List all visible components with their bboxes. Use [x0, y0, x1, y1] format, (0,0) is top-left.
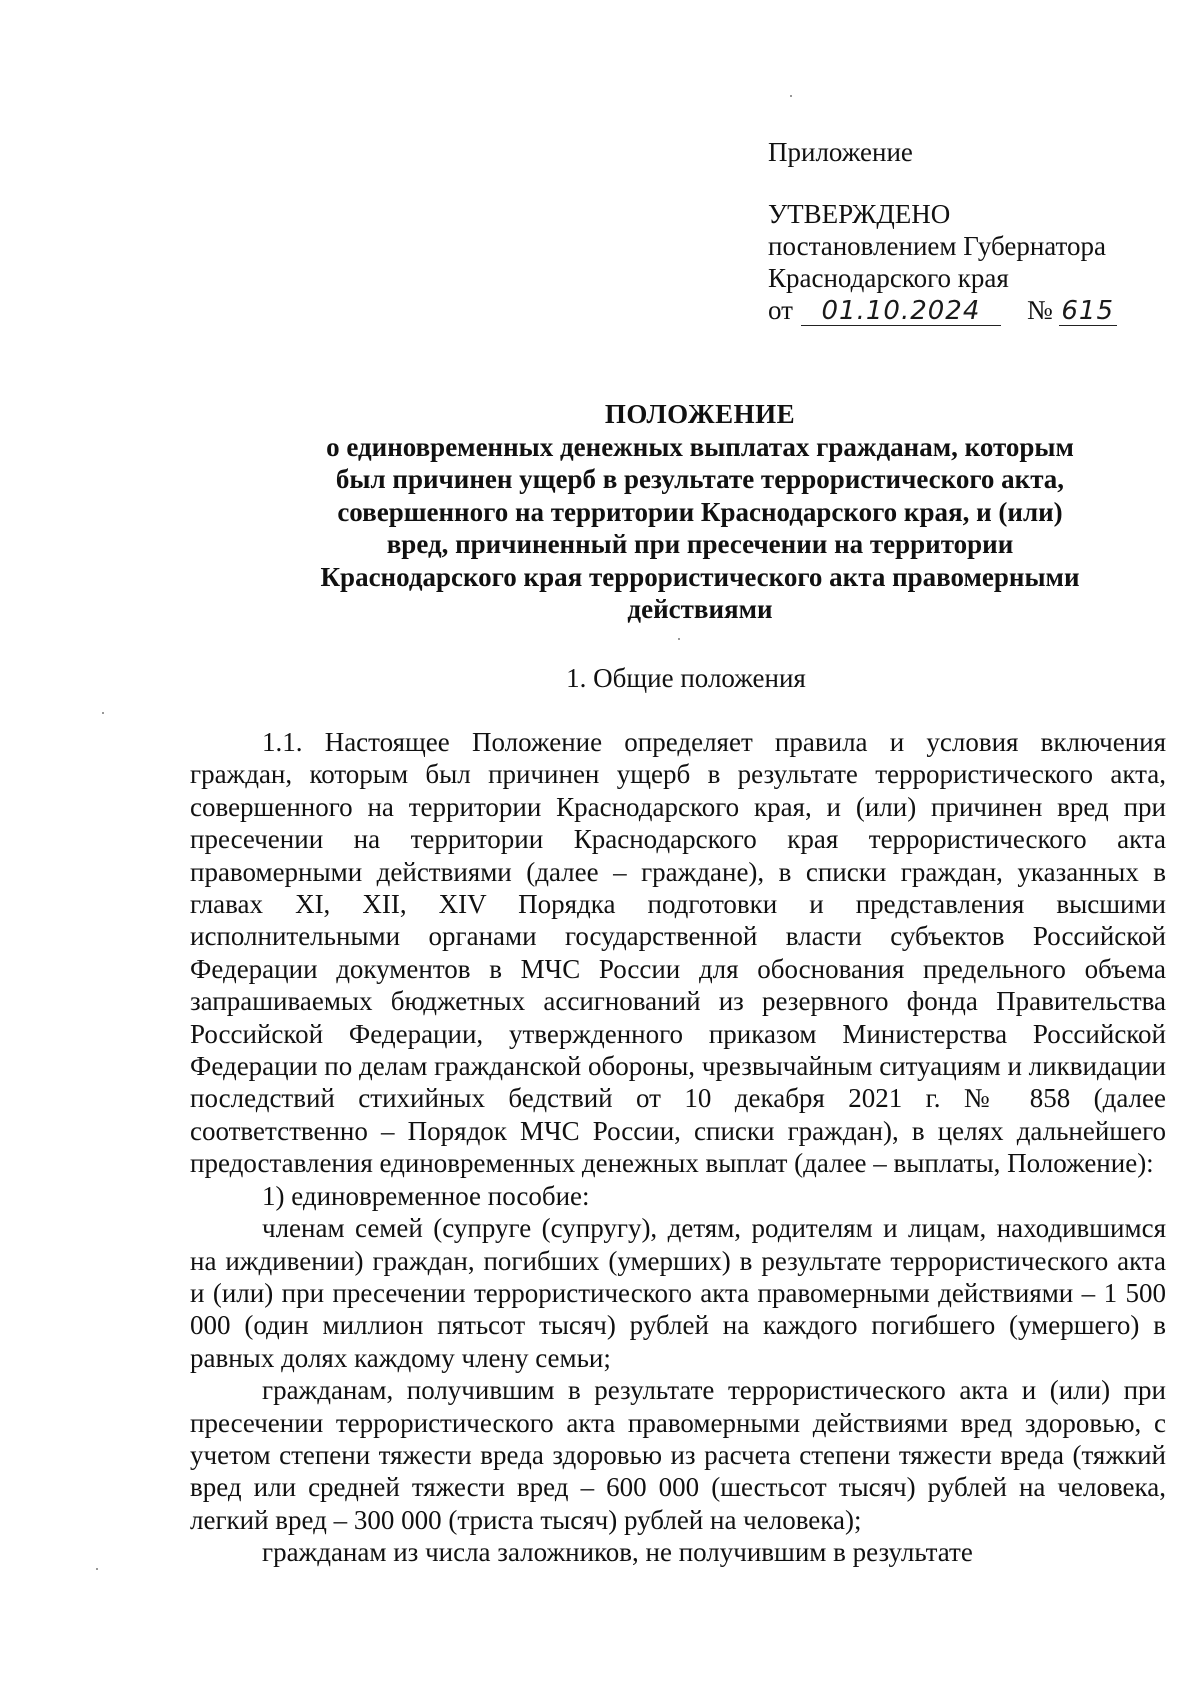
- date-number-line: [768, 294, 1117, 326]
- paragraph-hostages: гражданам из числа заложников, не получившим в результате: [262, 1537, 973, 1568]
- date-prefix: от: [768, 295, 793, 325]
- scan-speck: [678, 638, 680, 640]
- document-title-block: [200, 398, 1200, 626]
- approved-by-line-1: постановлением Губернатора: [768, 231, 1106, 261]
- appendix-label: Приложение: [768, 137, 913, 167]
- scan-speck: [102, 712, 104, 714]
- paragraph-health-harm: гражданам, получившим в результате террористического акта и (или) при пресечении террористического акта правомерными действиями вред здоровью, с учетом степени тяжести вреда здоровью из расчета степени тяжести вреда (тяжкий вред или средней тяжести вред – 600 000 (шестьсот тысяч) рублей на человека, легкий вред – 300 000 (триста тысяч) рублей на человека);: [190, 1375, 1166, 1535]
- title-line-3: совершенного на территории Краснодарского края, и (или): [337, 496, 1063, 527]
- title-line-5: Краснодарского края террористического акта правомерными: [320, 561, 1080, 592]
- approval-block: [768, 136, 1117, 326]
- title-line-1: о единовременных денежных выплатах гражданам, которым: [326, 431, 1074, 462]
- title-line-2: был причинен ущерб в результате террористического акта,: [335, 464, 1065, 494]
- number-sign: №: [1026, 295, 1053, 325]
- approved-stamp-text: УТВЕРЖДЕНО: [768, 199, 951, 229]
- title-line-6: действиями: [627, 594, 773, 624]
- paragraph-family-members: членам семей (супруге (супругу), детям, родителям и лицам, находившимся на иждивении) граждан, погибших (умерших) в результате террористического акта и (или) при пресечении террористического акта правомерными действиями – 1 500 000 (один миллион пятьсот тысяч) рублей на каждого погибшего (умершего) в равных долях каждому члену семьи;: [190, 1213, 1166, 1373]
- scan-speck: [790, 95, 792, 97]
- title-line-4: вред, причиненный при пресечении на территории: [386, 529, 1014, 559]
- approved-by-line-2: Краснодарского края: [768, 263, 1009, 293]
- handwritten-number: 615: [1059, 297, 1117, 326]
- paragraph-item-1: 1) единовременное пособие:: [262, 1180, 590, 1211]
- section-heading: 1. Общие положения: [566, 663, 806, 693]
- paragraph-1-1: 1.1. Настоящее Положение определяет правила и условия включения граждан, которым был причинен ущерб в результате террористического акта, совершенного на территории Краснодарского края, и (или) причинен вред при пресечении на территории Краснодарского края террористического акта правомерными действиями (далее – граждане), в списки граждан, указанных в главах XI, XII, XIV Порядка подготовки и представления высшими исполнительными органами государственной власти субъектов Российской Федерации документов в МЧС России для обоснования предельного объема запрашиваемых бюджетных ассигнований из резервного фонда Правительства Российской Федерации, утвержденного приказом Министерства Российской Федерации по делам гражданской обороны, чрезвычайным ситуациям и ликвидации последствий стихийных бедствий от 10 декабря 2021 г. № 858 (далее соответственно – Порядок МЧС России, списки граждан), в целях дальнейшего предоставления единовременных денежных выплат (далее – выплаты, Положение):: [190, 727, 1166, 1179]
- document-title: ПОЛОЖЕНИЕ: [604, 399, 796, 429]
- handwritten-date: 01.10.2024: [801, 297, 1001, 326]
- scan-speck: [96, 1568, 98, 1570]
- document-body: [190, 726, 1166, 1569]
